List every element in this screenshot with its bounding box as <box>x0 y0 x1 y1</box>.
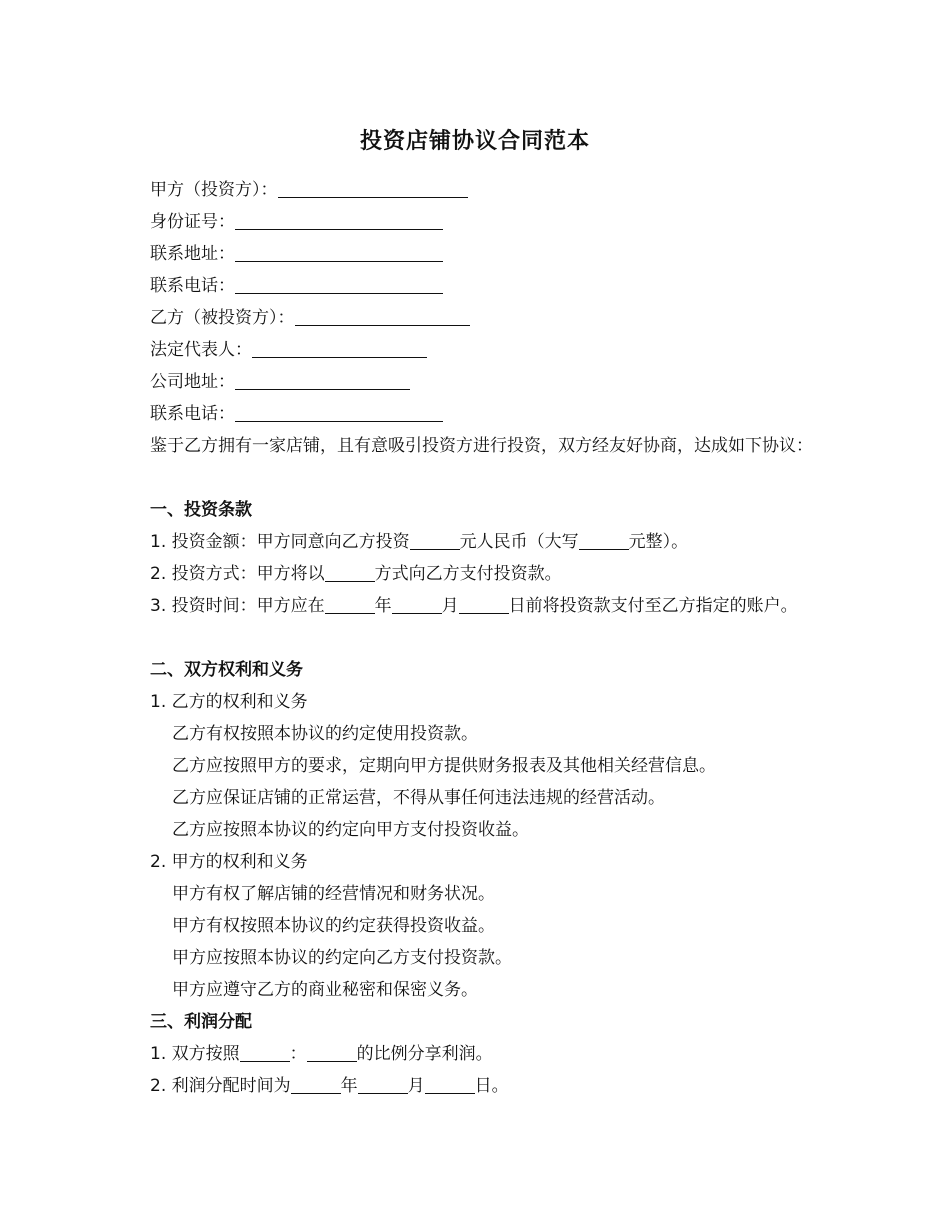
party-a-address-line <box>150 242 443 266</box>
party-a-address-blank <box>235 244 443 262</box>
clause-text: ： <box>289 1044 307 1064</box>
party-a-label: 甲方（投资方）： <box>150 180 278 200</box>
day-blank <box>425 1076 475 1094</box>
list-item: 乙方应保证店铺的正常运营，不得从事任何违法违规的经营活动。 <box>172 788 665 808</box>
party-a-phone-blank <box>235 276 443 294</box>
list-item: 乙方应按照本协议的约定向甲方支付投资收益。 <box>172 820 529 840</box>
clause-text: 月 <box>441 596 459 616</box>
clause-text: 方式向乙方支付投资款。 <box>374 564 562 584</box>
section-1-heading: 一、投资条款 <box>150 500 252 520</box>
year-blank <box>291 1076 341 1094</box>
party-b-address-blank <box>235 372 410 390</box>
method-blank <box>325 564 375 582</box>
party-b-rep-blank <box>252 340 427 358</box>
party-b-rep-label: 法定代表人： <box>150 340 252 360</box>
intro-paragraph: 鉴于乙方拥有一家店铺，且有意吸引投资方进行投资，双方经友好协商，达成如下协议： <box>150 436 813 456</box>
clause-text: 1. 投资金额：甲方同意向乙方投资 <box>150 532 410 552</box>
party-a-id-blank <box>235 212 443 230</box>
investment-time-clause <box>112 590 842 622</box>
profit-ratio-clause <box>150 1042 493 1066</box>
list-item: 乙方有权按照本协议的约定使用投资款。 <box>172 724 478 744</box>
section-3-heading: 三、利润分配 <box>150 1012 252 1032</box>
clause-text: 日前将投资款支付至乙方指定的账户。 <box>508 596 798 616</box>
investment-method-clause <box>150 562 562 586</box>
list-item: 甲方应按照本协议的约定向乙方支付投资款。 <box>172 948 512 968</box>
clause-text: 月 <box>407 1076 425 1096</box>
ratio-b-blank <box>307 1044 357 1062</box>
month-blank <box>358 1076 408 1094</box>
amount-blank <box>410 532 460 550</box>
clause-text: 元人民币（大写 <box>459 532 579 552</box>
amount-words-blank <box>579 532 629 550</box>
party-b-phone-label: 联系电话： <box>150 404 235 424</box>
party-a-address-label: 联系地址： <box>150 244 235 264</box>
clause-text: 2. 利润分配时间为 <box>150 1076 291 1096</box>
party-a-phone-label: 联系电话： <box>150 276 235 296</box>
investment-amount-clause <box>150 530 688 554</box>
section-2-heading: 二、双方权利和义务 <box>150 660 303 680</box>
party-a-rights-title: 2. 甲方的权利和义务 <box>150 852 308 872</box>
party-b-label: 乙方（被投资方）： <box>150 308 295 328</box>
party-b-address-line <box>150 370 410 394</box>
clause-text: 1. 双方按照 <box>150 1044 240 1064</box>
party-a-line <box>150 178 468 202</box>
ratio-a-blank <box>240 1044 290 1062</box>
party-b-blank <box>295 308 470 326</box>
clause-text: 元整）。 <box>628 532 689 552</box>
day-blank <box>459 596 509 614</box>
party-b-phone-line <box>150 402 443 426</box>
party-b-phone-blank <box>235 404 443 422</box>
clause-text: 的比例分享利润。 <box>356 1044 493 1064</box>
party-a-id-label: 身份证号： <box>150 212 235 232</box>
party-a-blank <box>278 180 468 198</box>
clause-text: 年 <box>340 1076 358 1096</box>
list-item: 乙方应按照甲方的要求，定期向甲方提供财务报表及其他相关经营信息。 <box>172 756 716 776</box>
party-b-rep-line <box>150 338 427 362</box>
list-item: 甲方有权按照本协议的约定获得投资收益。 <box>172 916 495 936</box>
clause-text: 2. 投资方式：甲方将以 <box>150 564 325 584</box>
clause-text: 年 <box>374 596 392 616</box>
party-b-address-label: 公司地址： <box>150 372 235 392</box>
party-b-line <box>150 306 470 330</box>
month-blank <box>392 596 442 614</box>
year-blank <box>325 596 375 614</box>
profit-time-clause <box>150 1074 509 1098</box>
page-title: 投资店铺协议合同范本 <box>359 129 590 154</box>
party-b-rights-title: 1. 乙方的权利和义务 <box>150 692 308 712</box>
list-item: 甲方有权了解店铺的经营情况和财务状况。 <box>172 884 495 904</box>
list-item: 甲方应遵守乙方的商业秘密和保密义务。 <box>172 980 478 1000</box>
party-a-phone-line <box>150 274 443 298</box>
clause-text: 3. 投资时间：甲方应在 <box>150 596 325 616</box>
party-a-id-line <box>150 210 443 234</box>
clause-text: 日。 <box>474 1076 509 1096</box>
